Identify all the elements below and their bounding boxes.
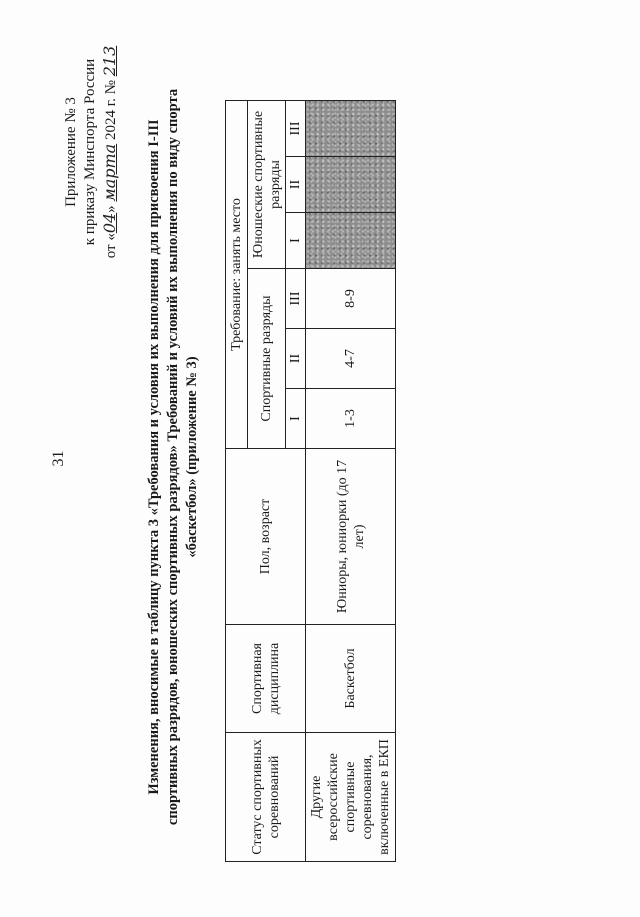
appendix-title: Приложение № 3 — [63, 97, 79, 207]
cell-sport-rank-2: 4-7 — [306, 329, 396, 389]
title-line-3: «баскетбол» (приложение № 3) — [184, 356, 200, 558]
header-sport-rank-2: II — [286, 329, 306, 389]
cell-status: Другие всероссийские спортивные соревнования, включенные в ЕКП — [306, 733, 396, 862]
header-youth-rank-2: II — [286, 157, 306, 213]
cell-gender-age: Юниоры, юниорки (до 17 лет) — [306, 449, 396, 625]
document-title — [145, 57, 202, 857]
handwritten-number: 213 — [100, 45, 119, 77]
page-number: 31 — [50, 450, 67, 467]
appendix-date — [100, 37, 121, 267]
requirements-table — [225, 100, 396, 862]
date-mid: » — [103, 205, 119, 213]
cell-youth-rank-2-shaded — [306, 157, 396, 213]
cell-youth-rank-3-shaded — [306, 101, 396, 157]
table-row — [306, 101, 396, 862]
header-discipline: Спортивная дисциплина — [226, 625, 306, 733]
date-year: 2024 г. № — [103, 80, 119, 141]
appendix-header — [62, 37, 121, 267]
handwritten-day: 04 — [100, 212, 119, 234]
handwritten-month: марта — [100, 143, 119, 202]
header-sport-ranks: Спортивные разряды — [248, 269, 286, 449]
title-line-2: спортивных разрядов, юношеских спортивных разрядов» Требований и условий их выполнения по виду спорта — [165, 88, 181, 826]
title-line-1: Изменения, вносимые в таблицу пункта 3 «Требования и условия их выполнения для присвоения I-III — [146, 119, 162, 795]
date-prefix: от « — [103, 233, 119, 259]
cell-sport-rank-3: 8-9 — [306, 269, 396, 329]
header-sport-rank-3: III — [286, 269, 306, 329]
header-youth-ranks: Юношеские спортивные разряды — [248, 101, 286, 269]
header-requirement: Требование: занять место — [226, 101, 248, 449]
cell-sport-rank-1: 1-3 — [306, 389, 396, 449]
cell-discipline: Баскетбол — [306, 625, 396, 733]
header-status: Статус спортивных соревнований — [226, 733, 306, 862]
cell-youth-rank-1-shaded — [306, 213, 396, 269]
header-youth-rank-1: I — [286, 213, 306, 269]
header-gender-age: Пол, возраст — [226, 449, 306, 625]
header-youth-rank-3: III — [286, 101, 306, 157]
appendix-order: к приказу Минспорта России — [82, 58, 98, 246]
header-sport-rank-1: I — [286, 389, 306, 449]
